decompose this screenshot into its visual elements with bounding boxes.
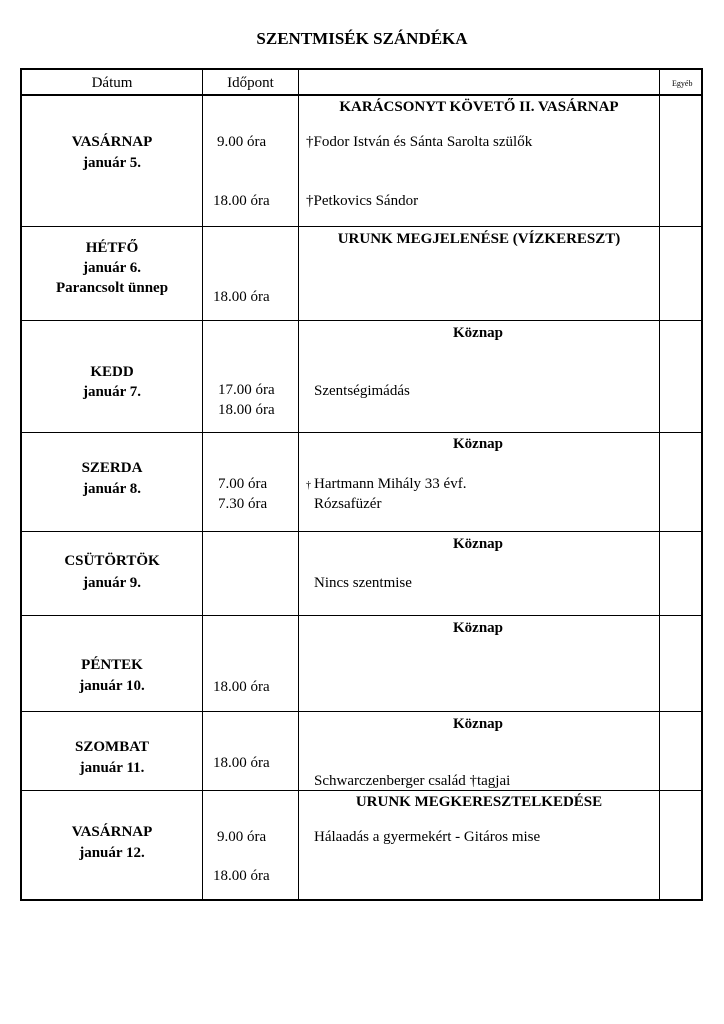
- intention: †Fodor István és Sánta Sarolta szülők: [306, 134, 533, 150]
- day-note: Parancsolt ünnep: [55, 280, 169, 296]
- row-divider: [22, 432, 701, 433]
- feast-label: URUNK MEGKERESZTELKEDÉSE: [355, 794, 603, 810]
- page-title: SZENTMISÉK SZÁNDÉKA: [256, 29, 468, 48]
- day-date: január 7.: [82, 384, 142, 400]
- header-idopont: Időpont: [227, 75, 274, 91]
- feast-label: URUNK MEGJELENÉSE (VÍZKERESZT): [337, 231, 621, 247]
- day-name: HÉTFŐ: [85, 240, 139, 256]
- day-date: január 8.: [82, 481, 142, 497]
- day-name: VASÁRNAP: [71, 134, 153, 150]
- feast-label: KARÁCSONYT KÖVETŐ II. VASÁRNAP: [339, 99, 619, 115]
- mass-time: 17.00 óra: [218, 382, 275, 398]
- mass-time: 18.00 óra: [213, 679, 270, 695]
- mass-time: 18.00 óra: [213, 289, 270, 305]
- day-name: SZOMBAT: [75, 739, 149, 755]
- intention: Hartmann Mihály 33 évf.: [314, 476, 467, 492]
- day-date: január 11.: [79, 760, 145, 776]
- mass-time: 18.00 óra: [213, 868, 270, 884]
- row-divider: [22, 531, 701, 532]
- mass-time: 7.00 óra: [218, 476, 268, 492]
- mass-time: 9.00 óra: [217, 829, 267, 845]
- row-divider: [22, 226, 701, 227]
- intention: †Petkovics Sándor: [306, 193, 419, 209]
- day-date: január 9.: [82, 575, 142, 591]
- header-divider: [22, 94, 701, 96]
- schedule-table: [20, 68, 703, 901]
- intention: Schwarczenberger család †tagjai: [314, 773, 511, 789]
- column-divider: [202, 70, 203, 899]
- feast-label: Köznap: [453, 620, 504, 636]
- row-divider: [22, 615, 701, 616]
- intention: Rózsafüzér: [314, 496, 382, 512]
- feast-label: Köznap: [453, 536, 504, 552]
- intention: Hálaadás a gyermekért - Gitáros mise: [314, 829, 541, 845]
- day-name: KEDD: [90, 364, 134, 380]
- feast-label: Köznap: [453, 325, 504, 341]
- day-name: PÉNTEK: [81, 657, 143, 673]
- header-datum: Dátum: [91, 75, 133, 91]
- day-date: január 5.: [82, 155, 142, 171]
- mass-time: 18.00 óra: [213, 755, 270, 771]
- mass-time: 9.00 óra: [217, 134, 267, 150]
- intention: Nincs szentmise: [314, 575, 412, 591]
- intention: Szentségimádás: [314, 383, 410, 399]
- day-date: január 6.: [82, 260, 142, 276]
- day-name: SZERDA: [81, 460, 143, 476]
- row-divider: [22, 711, 701, 712]
- feast-label: Köznap: [453, 436, 504, 452]
- column-divider: [659, 70, 660, 899]
- day-name: CSÜTÖRTÖK: [64, 553, 160, 569]
- cross-mark: †: [306, 480, 311, 491]
- mass-time: 18.00 óra: [213, 193, 270, 209]
- mass-time: 7.30 óra: [218, 496, 268, 512]
- day-name: VASÁRNAP: [71, 824, 153, 840]
- mass-time: 18.00 óra: [218, 402, 275, 418]
- day-date: január 10.: [79, 678, 145, 694]
- row-divider: [22, 790, 701, 791]
- feast-label: Köznap: [453, 716, 504, 732]
- column-divider: [298, 70, 299, 899]
- row-divider: [22, 320, 701, 321]
- day-date: január 12.: [79, 845, 145, 861]
- header-egyeb: Egyéb: [672, 79, 693, 88]
